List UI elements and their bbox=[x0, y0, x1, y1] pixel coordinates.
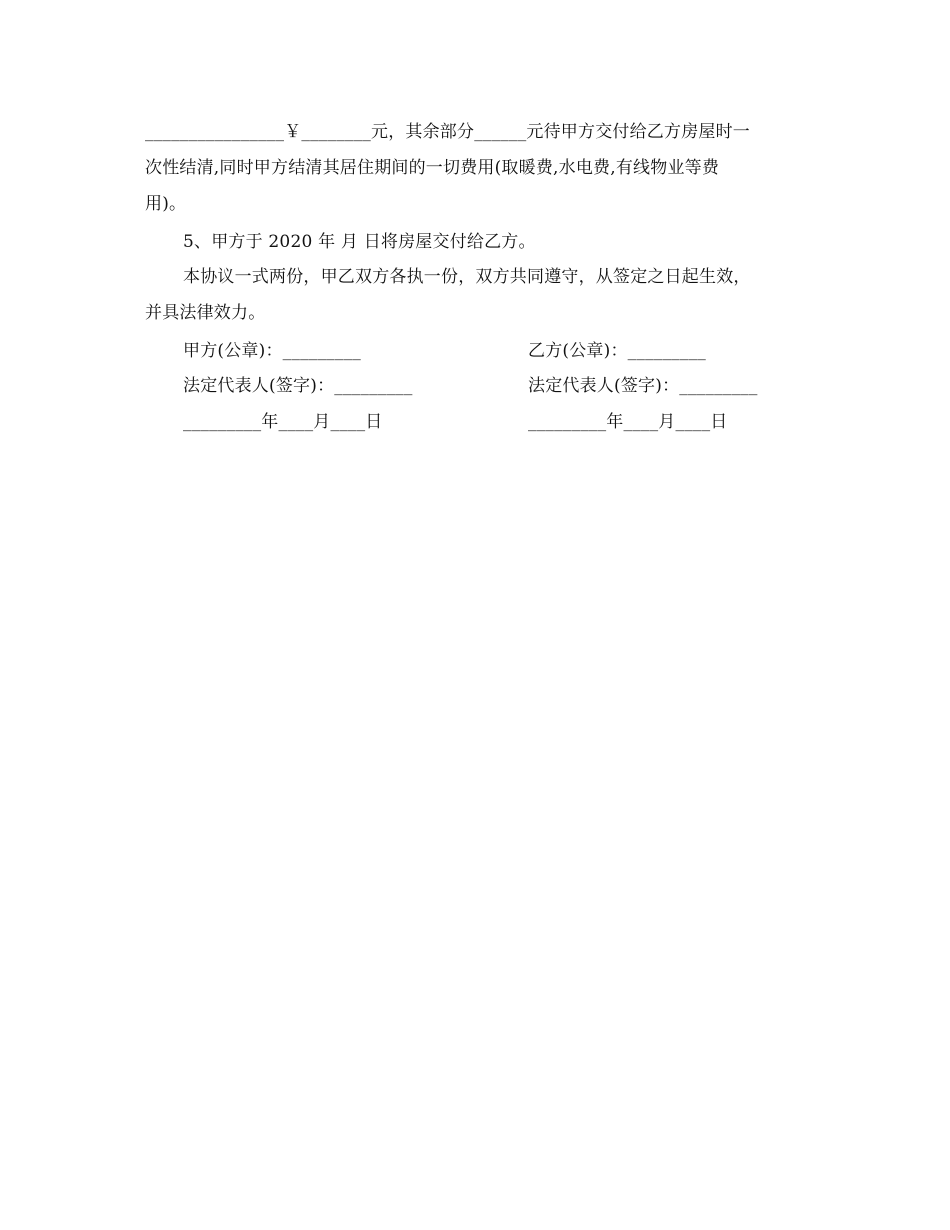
clause-4-line-1: ________________￥________元，其余部分______元待甲方交付给乙方房屋时一 bbox=[145, 122, 750, 142]
closing-line-2: 并具法律效力。 bbox=[145, 303, 266, 323]
clause-4-line-3: 用)。 bbox=[145, 194, 187, 214]
party-a-seal: 甲方(公章)：_________ bbox=[183, 341, 361, 361]
party-a-representative: 法定代表人(签字)：_________ bbox=[183, 376, 413, 396]
closing-line-1: 本协议一式两份，甲乙双方各执一份，双方共同遵守，从签定之日起生效， bbox=[183, 267, 751, 287]
clause-5: 5、甲方于 2020 年 月 日将房屋交付给乙方。 bbox=[183, 232, 536, 252]
party-a-date: _________年____月____日 bbox=[183, 412, 383, 432]
party-b-seal: 乙方(公章)：_________ bbox=[528, 341, 706, 361]
party-b-date: _________年____月____日 bbox=[528, 412, 728, 432]
clause-4-line-2: 次性结清,同时甲方结清其居住期间的一切费用(取暖费,水电费,有线物业等费 bbox=[145, 158, 720, 178]
party-b-representative: 法定代表人(签字)：_________ bbox=[528, 376, 758, 396]
